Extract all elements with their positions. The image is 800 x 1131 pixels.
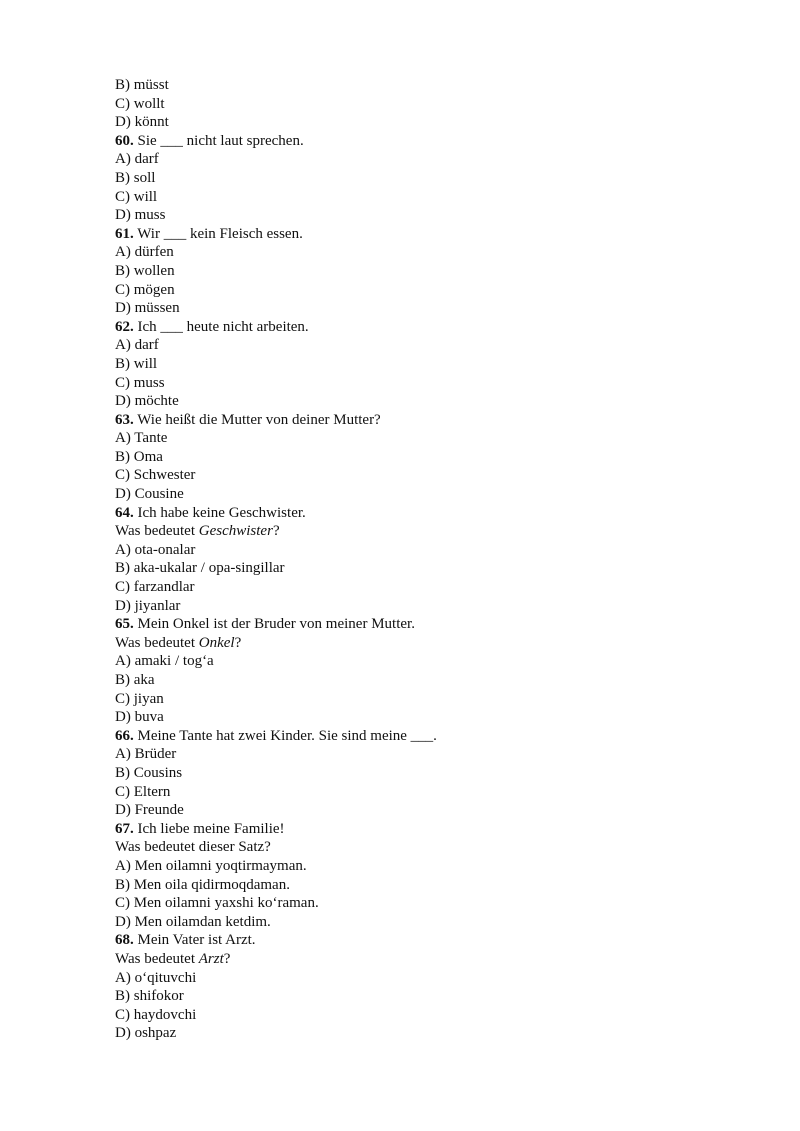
- question-68: [115, 931, 715, 950]
- answer-option: B) Men oila qidirmoqdaman.: [115, 876, 290, 893]
- answer-option: D) Freunde: [115, 802, 184, 819]
- answer-option: D) müssen: [115, 300, 180, 317]
- answer-option: B) soll: [115, 169, 156, 186]
- question-text: Ich habe keine Geschwister.: [133, 504, 306, 521]
- answer-option: C) Eltern: [115, 783, 171, 800]
- question-text: Ich ___ heute nicht arbeiten.: [133, 318, 309, 335]
- answer-option: B) Cousins: [115, 764, 183, 781]
- answer-option: C) haydovchi: [115, 1006, 197, 1023]
- question-prompt: Was bedeutet dieser Satz?: [115, 839, 271, 856]
- answer-option: A) o‘qituvchi: [115, 969, 197, 986]
- answer-option: D) Cousine: [115, 486, 184, 503]
- prompt-word: Geschwister: [198, 523, 273, 540]
- question-text: Meine Tante hat zwei Kinder. Sie sind meine ___.: [133, 727, 437, 744]
- answer-option: C) mögen: [115, 281, 175, 298]
- answer-option: A) dürfen: [115, 244, 174, 261]
- prompt-word: Arzt: [198, 950, 224, 967]
- question-61: [115, 225, 715, 244]
- question-text: Ich liebe meine Familie!: [133, 820, 285, 837]
- answer-option: C) farzandlar: [115, 579, 195, 596]
- answer-option: A) Tante: [115, 430, 168, 447]
- answer-option: B) aka-ukalar / opa-singillar: [115, 560, 285, 577]
- question-66: [115, 727, 715, 746]
- answer-option: D) könnt: [115, 114, 169, 131]
- question-number: 60.: [115, 132, 134, 149]
- answer-option: C) will: [115, 188, 158, 205]
- question-text: Wir ___ kein Fleisch essen.: [133, 225, 303, 242]
- answer-option: B) will: [115, 355, 158, 372]
- question-text: Mein Onkel ist der Bruder von meiner Mutter.: [133, 616, 415, 633]
- answer-option: A) Brüder: [115, 746, 177, 763]
- question-number: 67.: [115, 820, 134, 837]
- question-prompt: Was bedeutet Geschwister?: [115, 523, 280, 540]
- question-number: 65.: [115, 616, 134, 633]
- answer-option: B) wollen: [115, 262, 175, 279]
- question-65: [115, 615, 715, 634]
- question-number: 63.: [115, 411, 134, 428]
- answer-option: A) ota-onalar: [115, 541, 196, 558]
- answer-option: D) möchte: [115, 393, 179, 410]
- answer-option: C) wollt: [115, 95, 165, 112]
- answer-option: D) buva: [115, 709, 164, 726]
- question-text: Sie ___ nicht laut sprechen.: [133, 132, 304, 149]
- answer-option: A) darf: [115, 337, 159, 354]
- question-64: [115, 504, 715, 523]
- answer-option: D) muss: [115, 207, 166, 224]
- question-number: 64.: [115, 504, 134, 521]
- answer-option: D) jiyanlar: [115, 597, 181, 614]
- answer-option: A) Men oilamni yoqtirmayman.: [115, 857, 307, 874]
- answer-option: D) Men oilamdan ketdim.: [115, 913, 271, 930]
- answer-option: A) darf: [115, 151, 159, 168]
- answer-option: B) aka: [115, 672, 155, 688]
- answer-option: D) oshpaz: [115, 1025, 177, 1042]
- answer-option: B) müsst: [115, 77, 169, 93]
- question-text: Wie heißt die Mutter von deiner Mutter?: [133, 411, 381, 428]
- question-63: [115, 411, 715, 430]
- answer-option: B) shifokor: [115, 988, 184, 1005]
- question-number: 66.: [115, 727, 134, 744]
- question-prompt: Was bedeutet Onkel?: [115, 634, 242, 651]
- answer-option: C) jiyan: [115, 690, 164, 707]
- answer-option: C) Schwester: [115, 467, 196, 484]
- question-67: [115, 820, 715, 839]
- question-60: [115, 132, 715, 151]
- question-62: [115, 318, 715, 337]
- prompt-word: Onkel: [198, 634, 235, 651]
- answer-option: B) Oma: [115, 448, 163, 465]
- question-number: 61.: [115, 225, 134, 242]
- question-text: Mein Vater ist Arzt.: [133, 932, 256, 949]
- answer-option: C) Men oilamni yaxshi ko‘raman.: [115, 895, 319, 912]
- answer-option: A) amaki / tog‘a: [115, 653, 214, 670]
- answer-option: C) muss: [115, 374, 165, 391]
- question-number: 62.: [115, 318, 134, 335]
- question-prompt: Was bedeutet Arzt?: [115, 950, 231, 967]
- question-number: 68.: [115, 932, 134, 949]
- document-page: [115, 76, 715, 1043]
